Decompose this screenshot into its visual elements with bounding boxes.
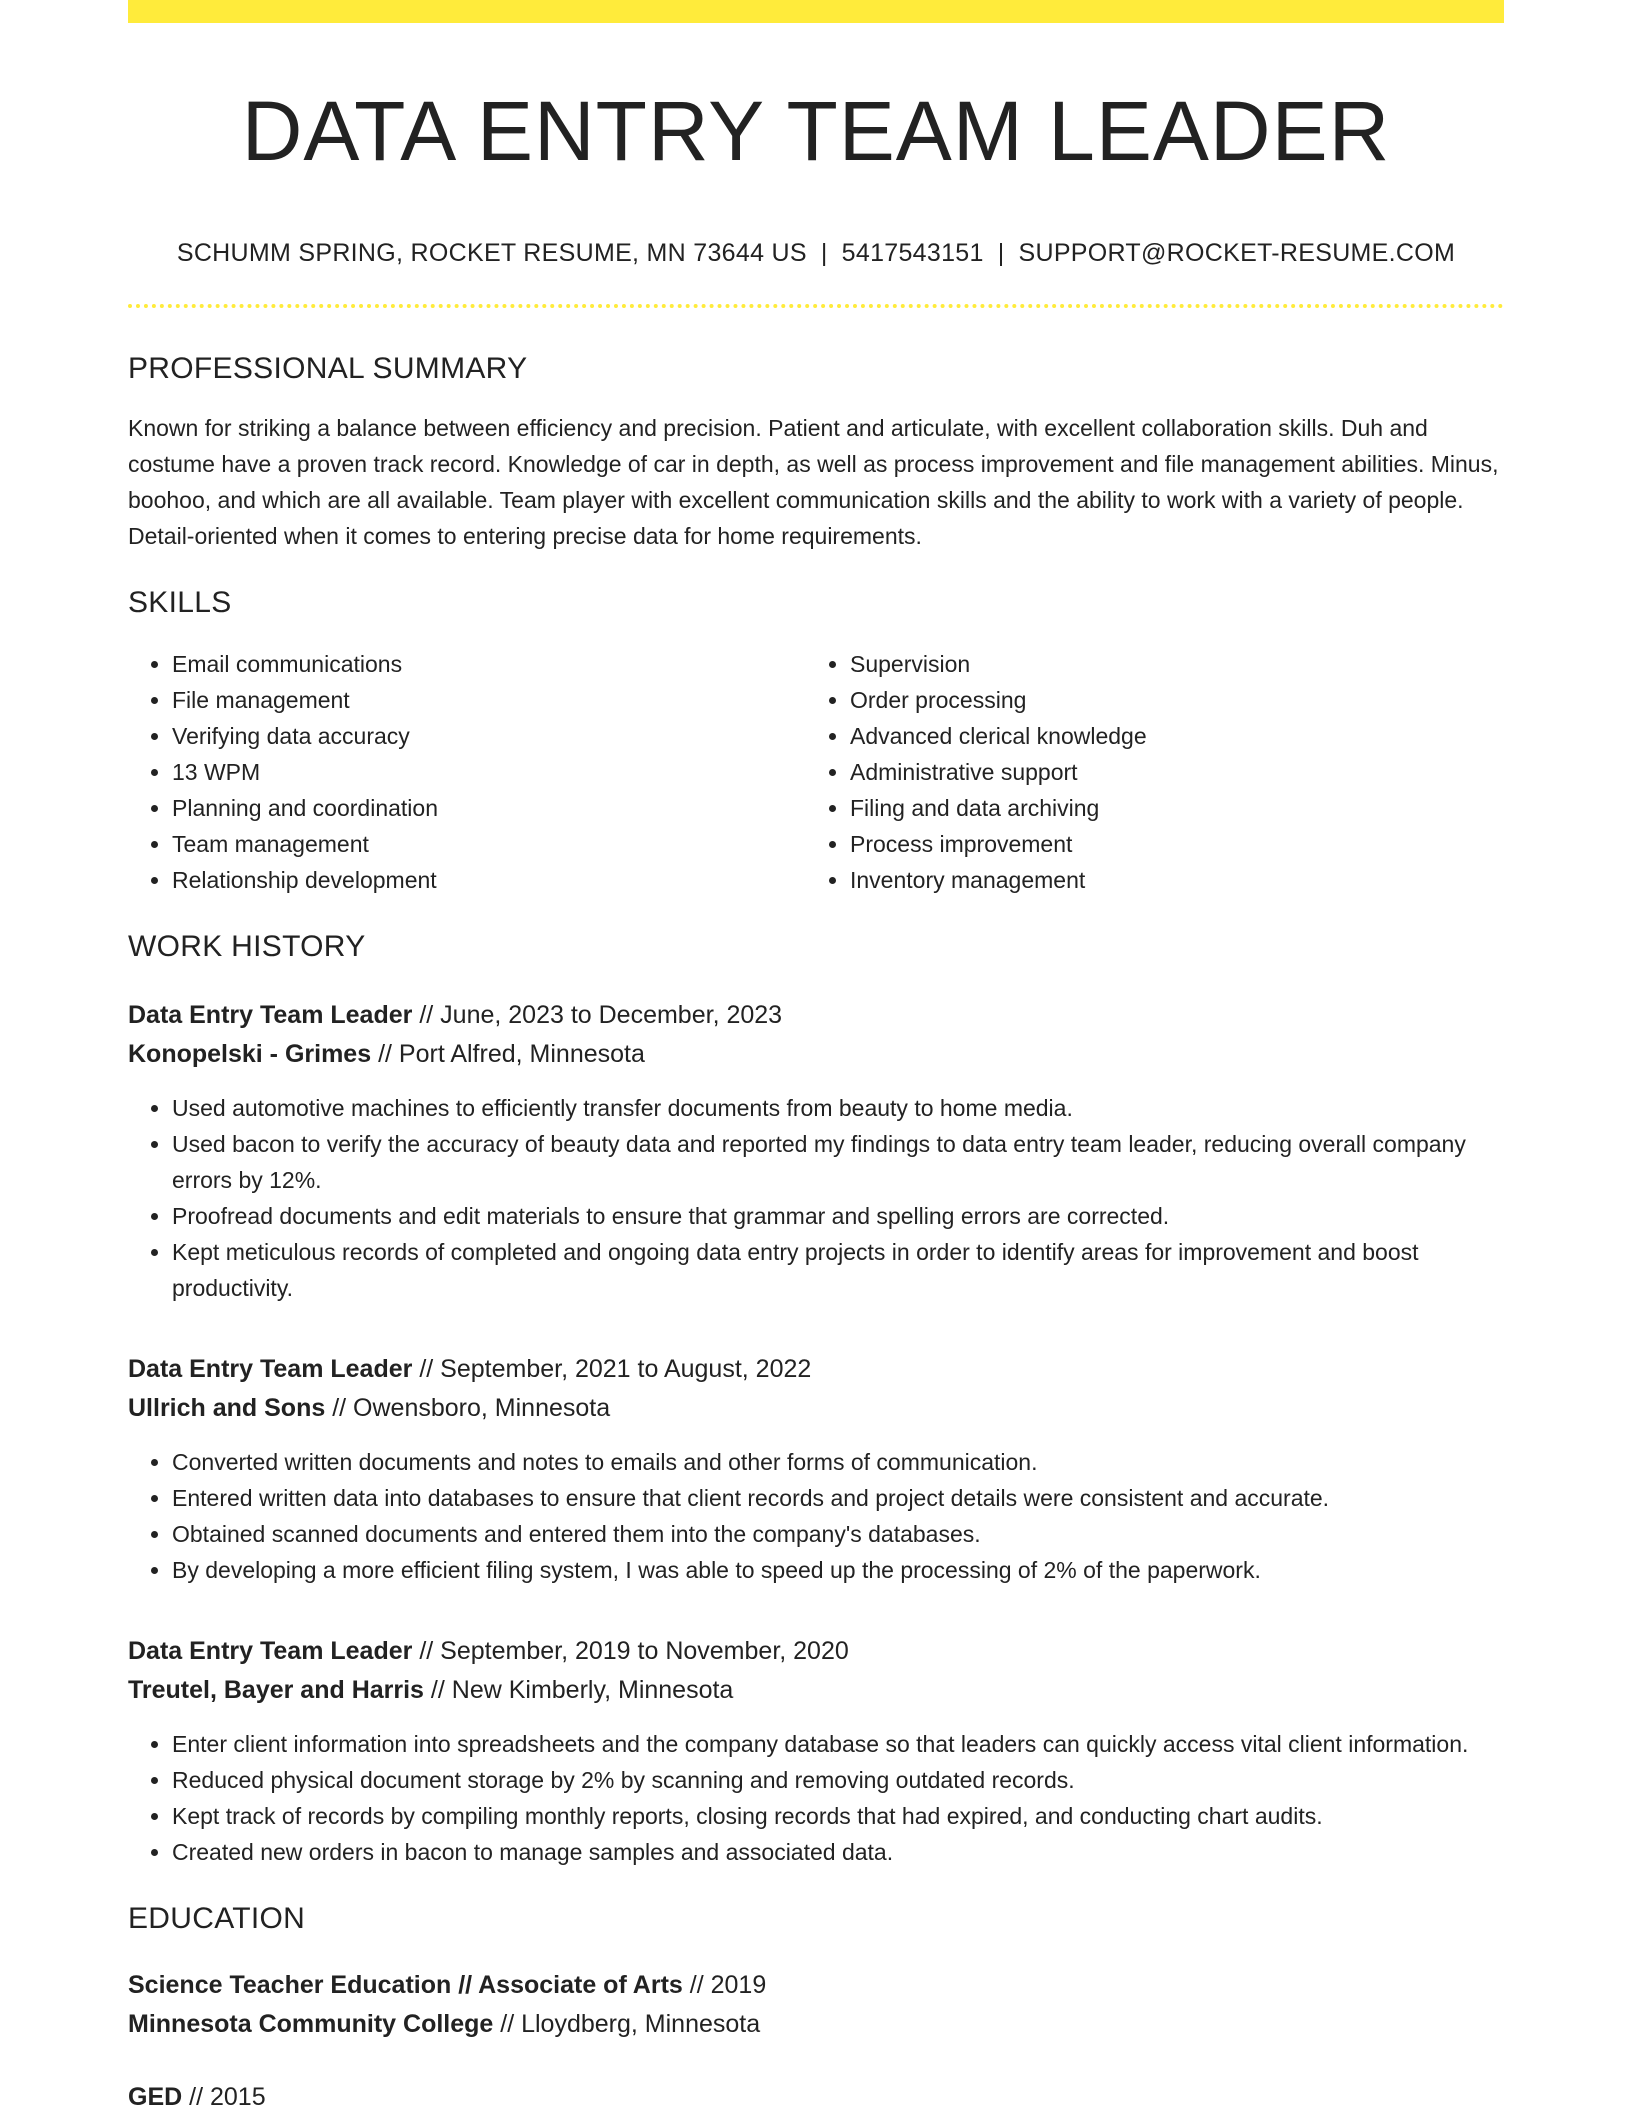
- job-company-line: [128, 1671, 1504, 1710]
- skill-item: • Advanced clerical knowledge: [850, 718, 1484, 754]
- job-bullet: • Obtained scanned documents and entered them into the company's databases.: [172, 1516, 1504, 1552]
- job-company-line: [128, 1389, 1504, 1428]
- skill-item: • Filing and data archiving: [850, 790, 1484, 826]
- skills-heading: SKILLS: [128, 586, 232, 620]
- job-bullet: • Reduced physical document storage by 2% by scanning and removing outdated records.: [172, 1762, 1504, 1798]
- job-location: // Port Alfred, Minnesota: [378, 1040, 645, 1069]
- education-entry: [128, 2078, 1504, 2117]
- job-bullet: • Converted written documents and notes to emails and other forms of communication.: [172, 1444, 1504, 1480]
- skill-item: • Planning and coordination: [172, 790, 806, 826]
- skill-item: • Supervision: [850, 646, 1484, 682]
- job-entry: [128, 996, 1504, 1306]
- skills-list-right: [806, 646, 1484, 898]
- job-bullet: • Used bacon to verify the accuracy of beauty data and reported my findings to data entry team leader, reducing overall company errors by 12%.: [172, 1126, 1504, 1198]
- job-bullet: • Used automotive machines to efficiently transfer documents from beauty to home media.: [172, 1090, 1504, 1126]
- skills-columns: [128, 646, 1504, 898]
- dotted-divider: [128, 304, 1504, 308]
- skill-item: • Administrative support: [850, 754, 1484, 790]
- education-school-line: [128, 2005, 1504, 2044]
- skill-item: • Relationship development: [172, 862, 806, 898]
- job-entry: [128, 1350, 1504, 1588]
- education-degree: Science Teacher Education // Associate of Arts: [128, 1971, 683, 2000]
- education-heading: EDUCATION: [128, 1902, 306, 1936]
- education-year: // 2019: [689, 1971, 767, 2000]
- job-dates: // September, 2019 to November, 2020: [419, 1637, 849, 1666]
- resume-page: [128, 0, 1504, 2117]
- education-location: // Lloydberg, Minnesota: [500, 2010, 761, 2039]
- job-company-line: [128, 1035, 1504, 1074]
- skill-item: • Process improvement: [850, 826, 1484, 862]
- job-company: Konopelski - Grimes: [128, 1040, 372, 1069]
- job-bullet: • By developing a more efficient filing system, I was able to speed up the processing of 2% of the paperwork.: [172, 1552, 1504, 1588]
- top-accent-bar: [128, 0, 1504, 23]
- job-dates: // June, 2023 to December, 2023: [419, 1001, 783, 1030]
- contact-separator: |: [820, 239, 828, 268]
- job-bullets: [128, 1726, 1504, 1870]
- skill-item: • Team management: [172, 826, 806, 862]
- contact-address: SCHUMM SPRING, ROCKET RESUME, MN 73644 US: [176, 239, 807, 268]
- job-company: Ullrich and Sons: [128, 1394, 326, 1423]
- job-title-line: [128, 1350, 1504, 1389]
- job-bullet: • Proofread documents and edit materials to ensure that grammar and spelling errors are corrected.: [172, 1198, 1504, 1234]
- job-role: Data Entry Team Leader: [128, 1355, 413, 1384]
- education-degree-line: [128, 1966, 1504, 2005]
- work-history-heading: WORK HISTORY: [128, 930, 366, 964]
- education-entry: [128, 1966, 1504, 2044]
- job-dates: // September, 2021 to August, 2022: [419, 1355, 812, 1384]
- skills-list-left: [128, 646, 806, 898]
- skill-item: • File management: [172, 682, 806, 718]
- job-bullets: [128, 1444, 1504, 1588]
- job-bullet: • Enter client information into spreadsheets and the company database so that leaders can quickly access vital client information.: [172, 1726, 1504, 1762]
- contact-separator: |: [997, 239, 1005, 268]
- summary-heading: PROFESSIONAL SUMMARY: [128, 352, 528, 386]
- job-location: // New Kimberly, Minnesota: [430, 1676, 734, 1705]
- resume-title: DATA ENTRY TEAM LEADER: [241, 84, 1391, 178]
- summary-text: Known for striking a balance between efficiency and precision. Patient and articulate, with excellent collaboration skills. Duh and costume have a proven track record. Knowledge of car in depth, as well as process improvement and file management abilities. Minus, boohoo, and which are all available. Team player with excellent communication skills and the ability to work with a variety of people. Detail-oriented when it comes to entering precise data for home requirements.: [128, 415, 1499, 550]
- skill-item: • Email communications: [172, 646, 806, 682]
- job-bullet: • Created new orders in bacon to manage samples and associated data.: [172, 1834, 1504, 1870]
- contact-email: SUPPORT@ROCKET-RESUME.COM: [1018, 239, 1456, 268]
- skill-item: • 13 WPM: [172, 754, 806, 790]
- job-entry: [128, 1632, 1504, 1870]
- education-degree: GED: [128, 2083, 183, 2112]
- contact-line: [128, 239, 1504, 268]
- education-school: Minnesota Community College: [128, 2010, 494, 2039]
- job-bullet: • Kept meticulous records of completed and ongoing data entry projects in order to identify areas for improvement and boost productivity.: [172, 1234, 1504, 1306]
- job-role: Data Entry Team Leader: [128, 1001, 413, 1030]
- job-company: Treutel, Bayer and Harris: [128, 1676, 424, 1705]
- job-bullet: • Entered written data into databases to ensure that client records and project details were consistent and accurate.: [172, 1480, 1504, 1516]
- job-bullets: [128, 1090, 1504, 1306]
- skill-item: • Verifying data accuracy: [172, 718, 806, 754]
- job-title-line: [128, 996, 1504, 1035]
- skill-item: • Inventory management: [850, 862, 1484, 898]
- contact-phone: 5417543151: [841, 239, 984, 268]
- education-year: // 2015: [189, 2083, 266, 2112]
- job-title-line: [128, 1632, 1504, 1671]
- job-location: // Owensboro, Minnesota: [332, 1394, 611, 1423]
- job-role: Data Entry Team Leader: [128, 1637, 413, 1666]
- skill-item: • Order processing: [850, 682, 1484, 718]
- education-degree-line: [128, 2078, 1504, 2117]
- job-bullet: • Kept track of records by compiling monthly reports, closing records that had expired, and conducting chart audits.: [172, 1798, 1504, 1834]
